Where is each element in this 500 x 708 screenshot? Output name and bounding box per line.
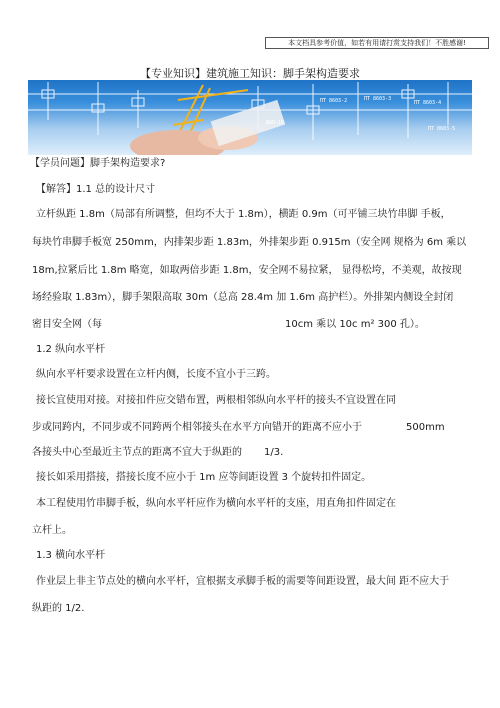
- paragraph-line: 每块竹串脚手板宽 250mm，内排架步距 1.83m，外排架步距 0.915m（安全网 规格为 6m 乘以: [32, 237, 467, 248]
- paragraph-line: 接长如采用搭接，搭接长度不应小于 1m 应等间距设置 3 个旋转扣件固定。: [36, 472, 372, 483]
- banner-label-1: ПТ 8603-2: [320, 98, 348, 104]
- paragraph-line: 立杆纵距 1.8m（局部有所调整，但均不大于 1.8m），横距 0.9m（可平铺三块竹串脚 手板，: [36, 209, 451, 220]
- banner-label-2: ПТ 8603-3: [364, 96, 392, 102]
- paragraph-text: 500mm: [406, 422, 445, 433]
- paragraph-text: 各接头中心至最近主节点的距离不宜大于纵距的: [32, 447, 242, 458]
- section-heading: 1.2 纵向水平杆: [36, 344, 106, 355]
- banner-schematic: [28, 80, 472, 155]
- paragraph-line: 18m,拉紧后比 1.8m 略宽，如取两倍步距 1.8m，安全网不易拉紧， 显得松垮，不美观，故按现: [32, 265, 462, 276]
- paragraph-line: 本工程使用竹串脚手板，纵向水平杆应作为横向水平杆的支座，用直角扣件固定在: [36, 498, 396, 509]
- answer-heading: 【解答】1.1 总的设计尺寸: [36, 184, 156, 195]
- paragraph-text: 1/3.: [264, 447, 284, 458]
- paragraph-line: [32, 446, 283, 459]
- paragraph-line: 作业层上非主节点处的横向水平杆，宜根据支承脚手板的需要等间距设置，最大间 距不应大于: [36, 576, 450, 587]
- paragraph-line: 场经验取 1.83m），脚手架限高取 30m（总高 28.4m 加 1.6m 高护栏）。外排架内侧设全封闭: [32, 292, 454, 303]
- paragraph-line: 纵距的 1/2.: [32, 603, 85, 614]
- banner-label-0: ШАП-10: [266, 120, 285, 126]
- banner-label-3: ПТ 8603-4: [414, 100, 442, 106]
- paragraph-line: [32, 421, 445, 434]
- paragraph-text: 密目安全网（每: [32, 319, 102, 330]
- page-title: 【专业知识】建筑施工知识：脚手架构造要求: [140, 67, 360, 80]
- question-line: 【学员问题】脚手架构造要求?: [30, 158, 166, 169]
- section-heading: 1.3 横向水平杆: [36, 550, 106, 561]
- paragraph-line: 接长宜使用对接。对接扣件应交错布置，两根相邻纵向水平杆的接头不宜设置在同: [36, 395, 396, 406]
- banner-label-4: ПТ 8603-5: [428, 126, 456, 132]
- paragraph-line: 纵向水平杆要求设置在立杆内侧，长度不宜小于三跨。: [36, 369, 276, 380]
- document-notice: 本文档具参考价值，如若有用请打赏支持我们！不胜感谢!: [265, 37, 489, 49]
- paragraph-text: 10cm 乘以 10c m² 300 孔）。: [285, 319, 425, 330]
- paragraph-text: 步或同跨内，不同步或不同跨两个相邻接头在水平方向错开的距离不应小于: [32, 422, 362, 433]
- banner-image: [28, 80, 472, 155]
- paragraph-line: [32, 318, 425, 331]
- paragraph-line: 立杆上。: [32, 525, 72, 536]
